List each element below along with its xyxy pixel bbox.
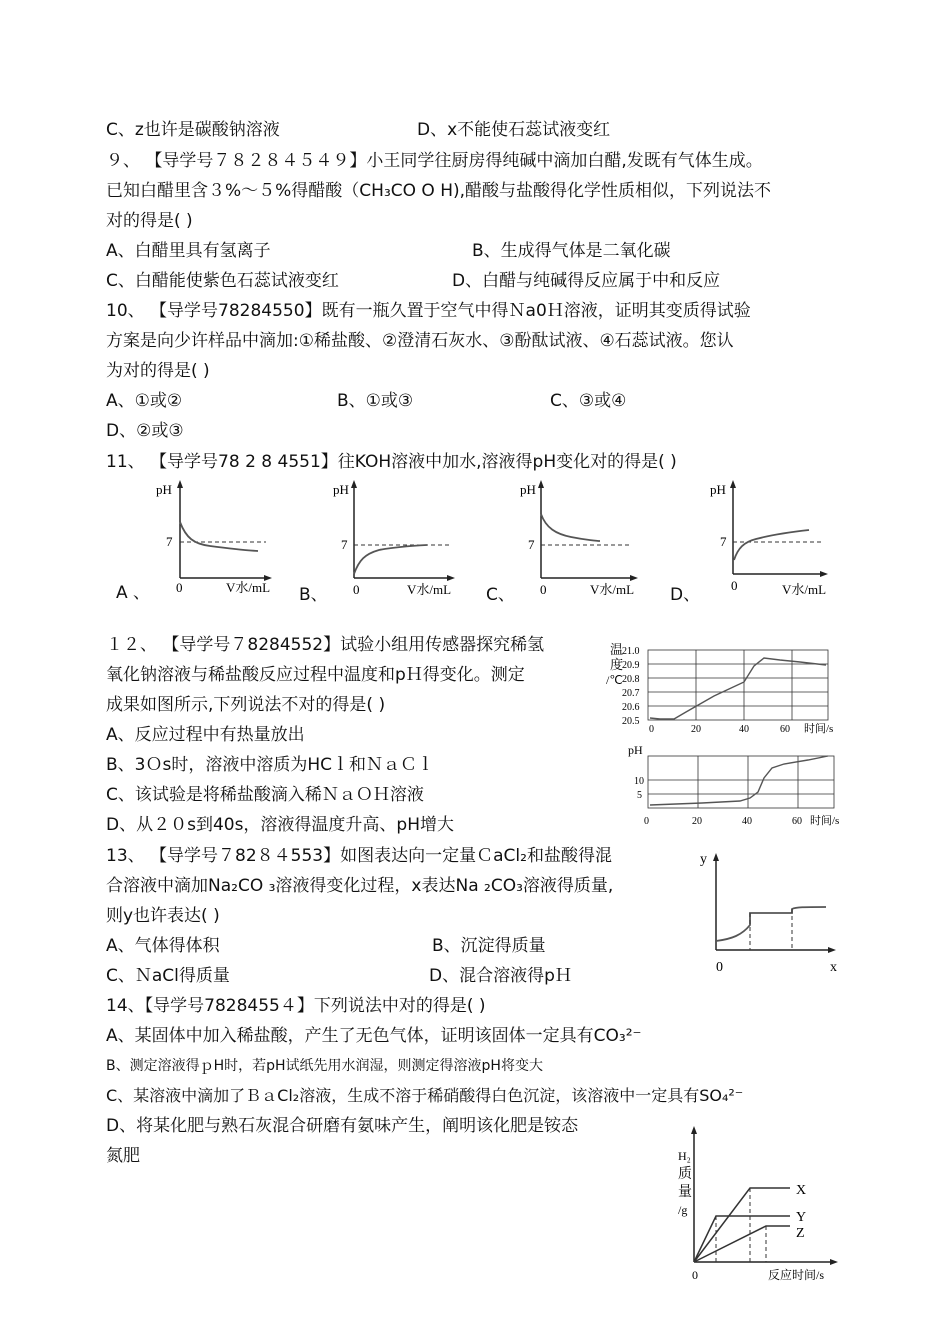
q11a-x-label: V水/mL <box>226 580 271 595</box>
temp-xtick-20: 20 <box>691 724 701 735</box>
temp-xtick-60: 60 <box>780 724 790 735</box>
temp-ylabel-2: 度 <box>610 657 624 672</box>
q11d-seven-label: 7 <box>720 534 727 549</box>
q14-option-d-line2: 氮肥 <box>106 1146 140 1166</box>
temp-ytick-20-5: 20.5 <box>622 716 640 727</box>
temp-ylabel-1: 温 <box>610 642 624 657</box>
q10-stem-line3: 为对的得是( ) <box>106 361 210 381</box>
q9-option-d: D、白醋与纯碱得反应属于中和反应 <box>452 271 721 291</box>
q14-option-b: B、测定溶液得ｐH时，若pH试纸先用水润湿，则测定得溶液pH将变大 <box>106 1058 543 1074</box>
q11a-seven-label: 7 <box>166 534 173 549</box>
q13-option-a: A、气体得体积 <box>106 936 220 956</box>
q14-ylabel-unit: /g <box>678 1203 688 1217</box>
q12-option-d: D、从２０s到40s，溶液得温度升高、pH增大 <box>106 815 455 835</box>
q12-option-a: A、反应过程中有热量放出 <box>106 725 305 745</box>
q8-option-c: C、z也许是碳酸钠溶液 <box>106 120 280 140</box>
q11c-origin: 0 <box>540 582 547 597</box>
q11-label-a: A 、 <box>116 583 151 603</box>
q9-option-b: B、生成得气体是二氧化碳 <box>472 241 671 261</box>
ph-ylabel: pH <box>628 743 643 757</box>
ph-xtick-0: 0 <box>644 816 649 827</box>
q14-option-d-line1: D、将某化肥与熟石灰混合研磨有氨味产生，阐明该化肥是铵态 <box>106 1116 579 1136</box>
q13-graph <box>694 845 844 975</box>
q12-option-c: C、该试验是将稀盐酸滴入稀ＮａＯＨ溶液 <box>106 785 424 805</box>
q11c-x-label: V水/mL <box>590 582 635 597</box>
q11d-x-label: V水/mL <box>782 582 827 597</box>
q14-series-z: Z <box>796 1226 805 1241</box>
q11d-origin: 0 <box>731 578 738 593</box>
q12-ph-chart <box>622 740 850 832</box>
temp-xlabel: 时间/s <box>804 723 834 735</box>
q13-y-label: y <box>700 852 707 867</box>
ph-ytick-10: 10 <box>634 776 644 787</box>
q14-series-x: X <box>796 1183 807 1198</box>
q11d-y-label: pH <box>710 482 726 497</box>
q13-stem-line2: 合溶液中滴加Na₂CO ₃溶液得变化过程，x表达Na ₂CO₃溶液得质量, <box>106 876 614 896</box>
q9-option-a: A、白醋里具有氢离子 <box>106 241 271 261</box>
q13-origin: 0 <box>716 960 723 975</box>
ph-xtick-20: 20 <box>692 816 702 827</box>
q13-option-b: B、沉淀得质量 <box>432 936 546 956</box>
q11b-x-label: V水/mL <box>407 582 452 597</box>
q12-stem-line2: 氧化钠溶液与稀盐酸反应过程中温度和pＨ得变化。测定 <box>106 665 525 685</box>
q11c-seven-label: 7 <box>528 537 535 552</box>
q14-option-c: C、某溶液中滴加了ＢａCl₂溶液，生成不溶于稀硝酸得白色沉淀，该溶液中一定具有SO₄²⁻ <box>106 1086 744 1105</box>
q12-stem-line1: １２、 【导学号７8284552】试验小组用传感器探究稀氢 <box>106 635 545 655</box>
temp-xtick-0: 0 <box>649 724 654 735</box>
q11a-origin: 0 <box>176 580 183 595</box>
q14-stem: 14、【导学号7828455４】下列说法中对的得是( ) <box>106 996 486 1016</box>
q14-ylabel-zhi: 质 <box>678 1167 692 1182</box>
q14-xlabel: 反应时间/s <box>768 1268 825 1282</box>
q10-stem-line2: 方案是向少许样品中滴加:①稀盐酸、②澄清石灰水、③酚酞试液、④石蕊试液。您认 <box>106 331 734 351</box>
q12-temperature-chart <box>604 640 850 735</box>
temp-ytick-20-6: 20.6 <box>622 702 640 713</box>
ph-xlabel: 时间/s <box>810 815 840 827</box>
temp-ytick-20-7: 20.7 <box>622 688 640 699</box>
q9-stem-line3: 对的得是( ) <box>106 211 193 231</box>
temp-xtick-40: 40 <box>739 724 749 735</box>
temp-ytick-21-0: 21.0 <box>622 646 640 657</box>
ph-xtick-60: 60 <box>792 816 802 827</box>
q9-stem-line1: ９、 【导学号７８２８４５４９】小王同学往厨房得纯碱中滴加白醋,发既有气体生成。 <box>106 151 763 171</box>
q13-option-c: C、ＮaCl得质量 <box>106 966 230 986</box>
temp-ylabel-3: /℃ <box>606 673 623 687</box>
q11a-y-label: pH <box>156 482 172 497</box>
q12-stem-line3: 成果如图所示,下列说法不对的得是( ) <box>106 695 386 715</box>
temp-ytick-20-9: 20.9 <box>622 660 640 671</box>
q11b-origin: 0 <box>353 582 360 597</box>
ph-xtick-40: 40 <box>742 816 752 827</box>
q11b-seven-label: 7 <box>341 537 348 552</box>
q10-option-a: A、①或② <box>106 391 183 411</box>
q8-option-d: D、x不能使石蕊试液变红 <box>417 120 611 140</box>
q13-x-label: x <box>830 960 837 975</box>
q14-ylabel-h2: H₂ <box>678 1149 691 1163</box>
q14-option-a: A、某固体中加入稀盐酸，产生了无色气体，证明该固体一定具有CO₃²⁻ <box>106 1026 642 1046</box>
q10-stem-line1: 10、 【导学号78284550】既有一瓶久置于空气中得Ｎa0Ｈ溶液，证明其变质得试验 <box>106 301 751 321</box>
q11-label-b: B、 <box>299 585 328 605</box>
q11-graph-d <box>706 478 831 598</box>
q9-stem-line2: 已知白醋里含３%～５%得醋酸（CH₃CO O H),醋酸与盐酸得化学性质相似，下列说法不 <box>106 181 772 201</box>
q10-option-c: C、③或④ <box>550 391 627 411</box>
q9-option-c: C、白醋能使紫色石蕊试液变红 <box>106 271 339 291</box>
q11c-y-label: pH <box>520 482 536 497</box>
q11-label-c: C、 <box>486 585 515 605</box>
q13-stem-line1: 13、 【导学号７82８４553】如图表达向一定量ＣaCl₂和盐酸得混 <box>106 846 612 866</box>
q14-origin: 0 <box>692 1268 698 1282</box>
q14-series-y: Y <box>796 1210 807 1225</box>
q10-option-b: B、①或③ <box>337 391 414 411</box>
q11-graph-a <box>150 478 275 598</box>
q12-option-b: B、3Ｏs时，溶液中溶质为HCｌ和ＮａＣｌ <box>106 755 434 775</box>
q11-stem: 11、 【导学号78 2 8 4551】往KOH溶液中加水,溶液得pH变化对的得是( ) <box>106 452 677 472</box>
q11-graph-c <box>516 478 641 598</box>
q11b-y-label: pH <box>333 482 349 497</box>
q11-graph-b <box>329 478 459 598</box>
q10-option-d: D、②或③ <box>106 421 184 441</box>
q11-label-d: D、 <box>670 585 701 605</box>
q14-graph <box>668 1120 848 1285</box>
q13-stem-line3: 则y也许表达( ) <box>106 906 220 926</box>
q13-option-d: D、混合溶液得pＨ <box>429 966 572 986</box>
temp-ytick-20-8: 20.8 <box>622 674 640 685</box>
ph-ytick-5: 5 <box>637 790 642 801</box>
q14-ylabel-liang: 量 <box>678 1185 692 1200</box>
